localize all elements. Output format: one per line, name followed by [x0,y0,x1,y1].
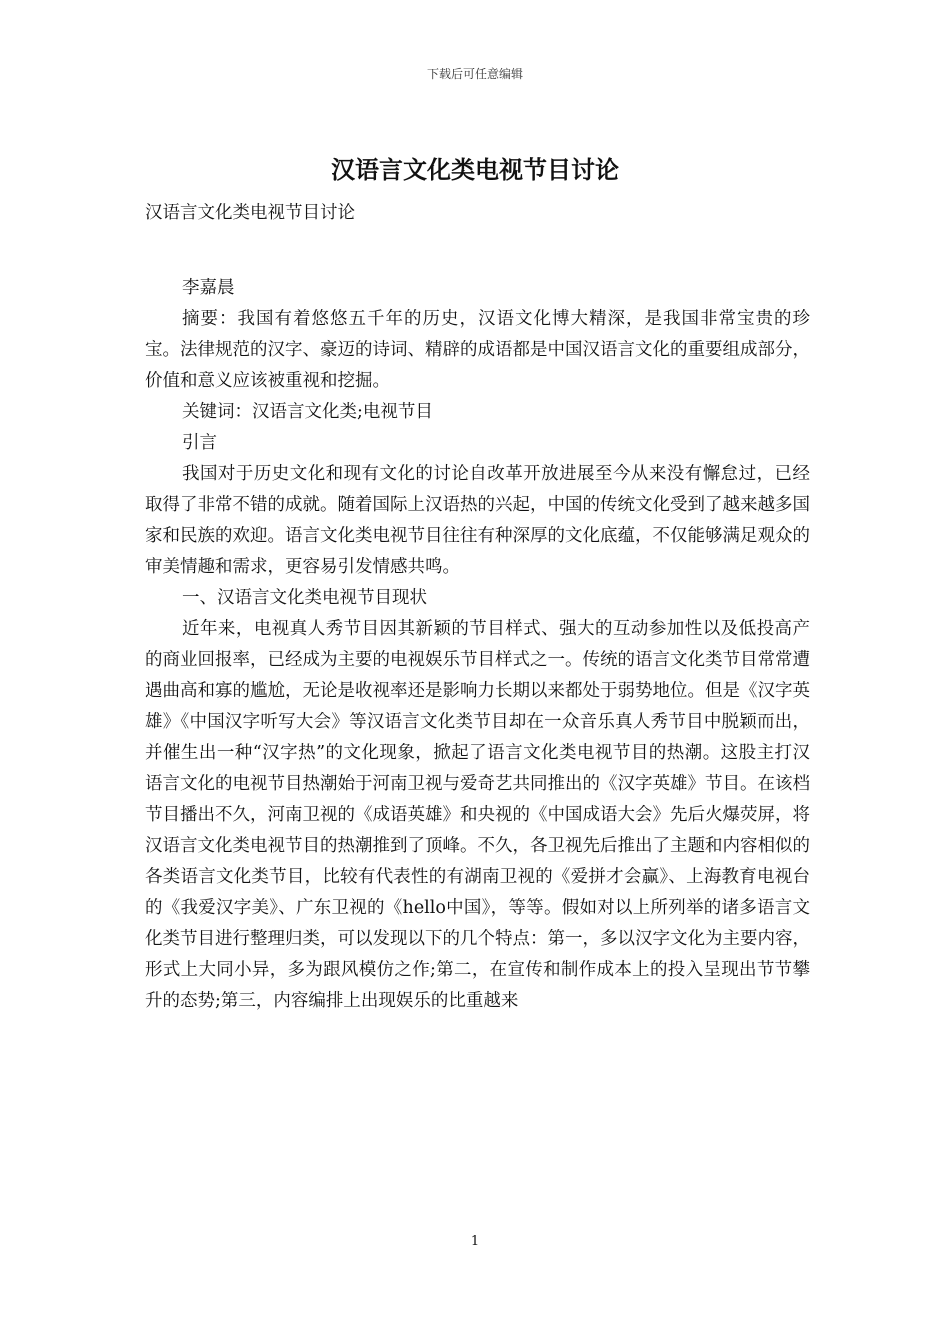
author-name: 李嘉晨 [182,278,235,298]
document-title: 汉语言文化类电视节目讨论 [331,155,619,184]
section-1-heading: 一、汉语言文化类电视节目现状 [182,588,427,608]
intro-heading: 引言 [182,433,217,453]
section-1-paragraph: 近年来，电视真人秀节目因其新颖的节目样式、强大的互动参加性以及低投高产的商业回报率，已经成为主要的电视娱乐节目样式之一。传统的语言文化类节目常常遭遇曲高和寡的尴尬，无论是收视率还是影响力长期以来都处于弱势地位。但是《汉字英雄》《中国汉字听写大会》等汉语言文化类节目却在一众音乐真人秀节目中脱颖而出，并催生出一种“汉字热”的文化现象，掀起了语言文化类电视节目的热潮。这股主打汉语言文化的电视节目热潮始于河南卫视与爱奇艺共同推出的《汉字英雄》节目。在该档节目播出不久，河南卫视的《成语英雄》和央视的《中国成语大会》先后火爆荧屏，将汉语言文化类电视节目的热潮推到了顶峰。不久，各卫视先后推出了主题和内容相似的各类语言文化类节目，比较有代表性的有湖南卫视的《爱拼才会赢》、上海教育电视台的《我爱汉字美》、广东卫视的《hello中国》，等等。假如对以上所列举的诸多语言文化类节目进行整理归类，可以发现以下的几个特点：第一，多以汉字文化为主要内容，形式上大同小异，多为跟风模仿之作;第二，在宣传和制作成本上的投入呈现出节节攀升的态势;第三，内容编排上出现娱乐的比重越来 [145,619,810,1011]
abstract-paragraph: 摘要：我国有着悠悠五千年的历史，汉语文化博大精深，是我国非常宝贵的珍宝。法律规范的汉字、豪迈的诗词、精辟的成语都是中国汉语言文化的重要组成部分，价值和意义应该被重视和挖掘。 [145,309,810,391]
document-subtitle: 汉语言文化类电视节目讨论 [145,203,355,223]
document-body [145,198,810,1017]
page-header: 下载后可任意编辑 [426,67,523,81]
intro-paragraph: 我国对于历史文化和现有文化的讨论自改革开放进展至今从来没有懈怠过，已经取得了非常不错的成就。随着国际上汉语热的兴起，中国的传统文化受到了越来越多国家和民族的欢迎。语言文化类电视节目往往有种深厚的文化底蕴，不仅能够满足观众的审美情趣和需求，更容易引发情感共鸣。 [145,464,810,577]
page-number: 1 [470,1234,480,1249]
keywords-line: 关键词：汉语言文化类;电视节目 [182,402,433,422]
